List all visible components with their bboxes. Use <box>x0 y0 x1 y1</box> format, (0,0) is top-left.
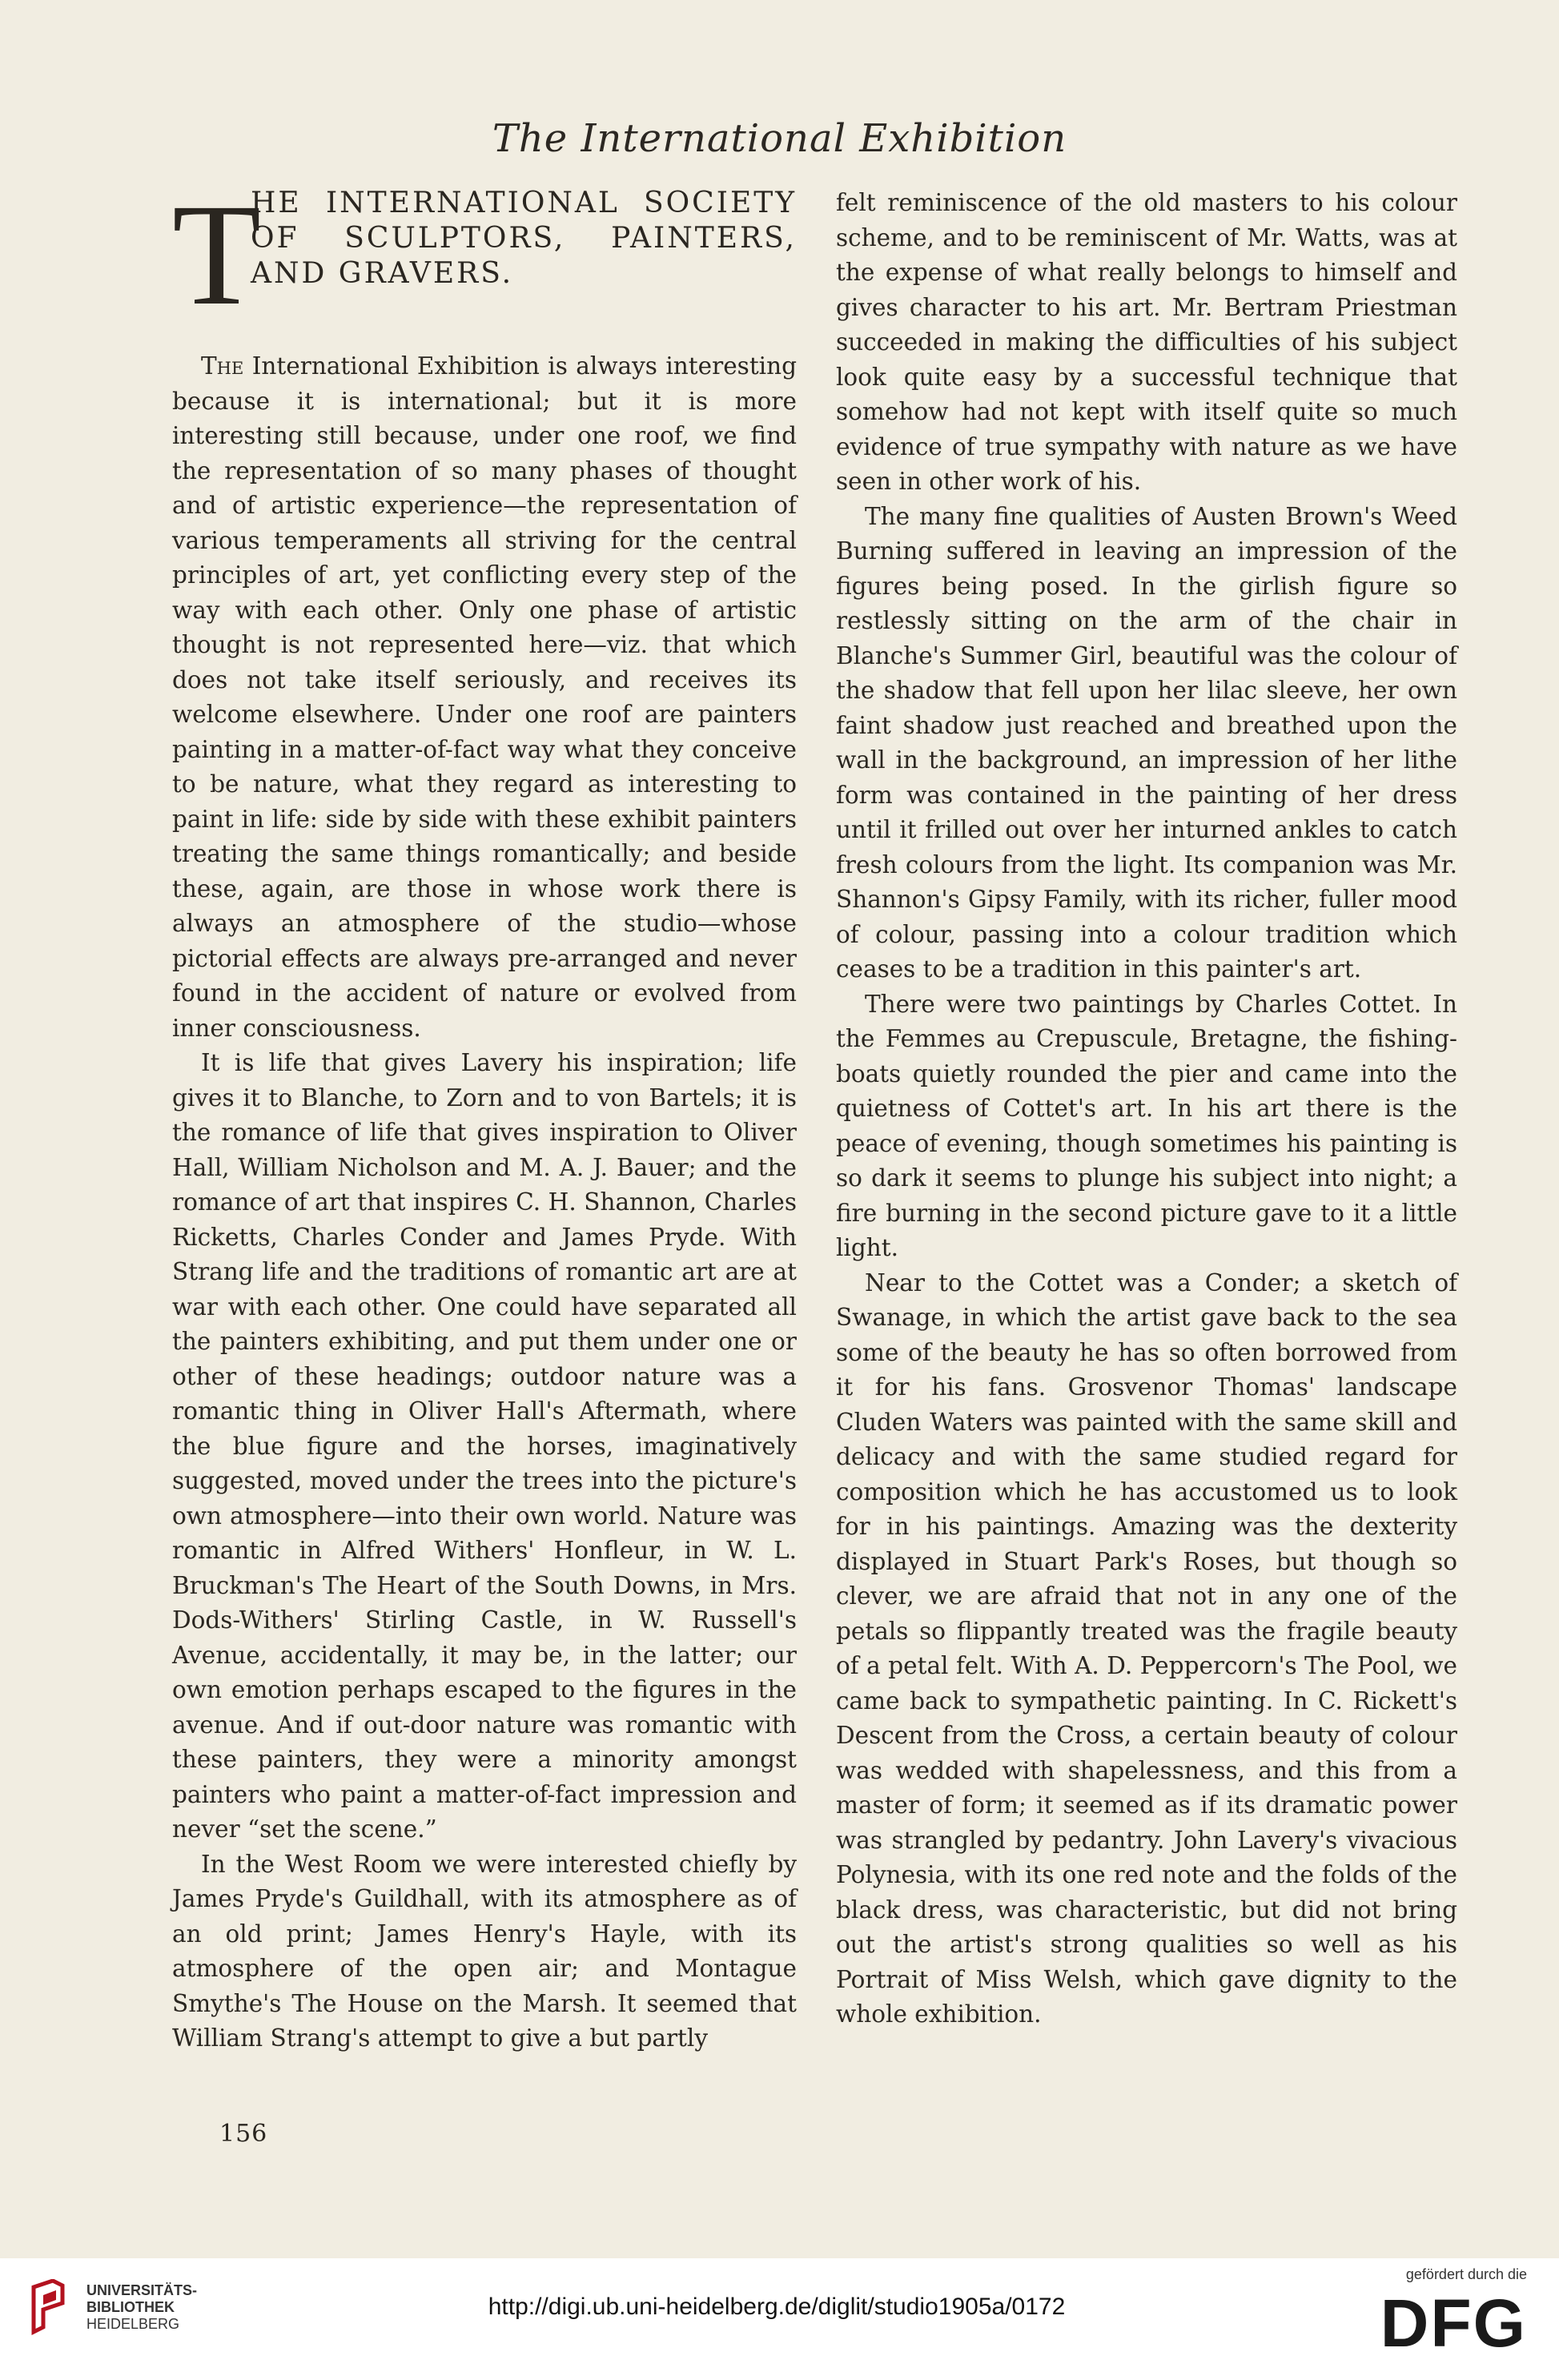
library-name-line: BIBLIOTHEK <box>86 2299 175 2315</box>
library-name-line: HEIDELBERG <box>86 2316 180 2332</box>
library-name <box>86 2282 197 2333</box>
drop-cap: T <box>172 175 262 336</box>
heading-line-2: OF SCULPTORS, PAINTERS, <box>251 222 797 255</box>
page-number: 156 <box>219 2120 268 2148</box>
paragraph-text: International Exhibition is always interesting because it is international; but it is more interesting still because, under one roof, we find the representation of so many phases of thought and of artistic experience—the representation of various temperaments all striving for the central principles of art, yet conflicting every step of the way with each other. Only one phase of artistic thought is not represented here—viz. that which does not take itself seriously, and receives its welcome elsewhere. Under one roof are painters painting in a matter-of-fact way what they conceive to be nature, what they regard as interesting to paint in life: side by side with these exhibit painters treating the same things romantically; and beside these, again, are those in whose work there is always an atmosphere of the studio—whose pictorial effects are always pre-arranged and never found in the accident of nature or evolved from inner consciousness. <box>172 352 797 1042</box>
paragraph <box>172 349 797 1046</box>
heading-line-1: HE INTERNATIONAL SOCIETY <box>251 187 797 219</box>
paragraph: It is life that gives Lavery his inspiration; life gives it to Blanche, to Zorn and to von Bartels; it is the romance of life that gives inspiration to Oliver Hall, William Nicholson and M. A. J. Bauer; and the romance of art that inspires C. H. Shannon, Charles Ricketts, Charles Conder and James Pryde. With Strang life and the traditions of romantic art are at war with each other. One could have separated all the painters exhibiting, and put them under one or other of these headings; outdoor nature was a romantic thing in Oliver Hall's Aftermath, where the blue figure and the horses, imaginatively suggested, moved under the trees into the picture's own atmosphere—into their own world. Nature was romantic in Alfred Withers' Honfleur, in W. L. Bruckman's The Heart of the South Downs, in Mrs. Dods-Withers' Stirling Castle, in W. Russell's Avenue, accidentally, it may be, in the latter; our own emotion perhaps escaped to the figures in the avenue. And if out-door nature was romantic with these painters, they were a minority amongst painters who paint a matter-of-fact impression and never “set the scene.” <box>172 1049 797 1843</box>
source-url[interactable]: http://digi.ub.uni-heidelberg.de/diglit/studio1905a/0172 <box>488 2294 1066 2320</box>
heading-line-3: AND GRAVERS. <box>251 257 514 290</box>
paragraph: Near to the Cottet was a Conder; a sketch of Swanage, in which the artist gave back to the sea some of the beauty he has so often borrowed from it for his fans. Grosvenor Thomas' landscape Cluden Waters was painted with the same skill and delicacy and with the same studied regard for composition which he has accustomed us to look for in his paintings. Amazing was the dexterity displayed in Stuart Park's Roses, but though so clever, we are afraid that not in any one of the petals so flippantly treated was the fragile beauty of a petal felt. With A. D. Peppercorn's The Pool, we came back to sympathetic painting. In C. Rickett's Descent from the Cross, a certain beauty of colour was wedded with shapelessness, and this from a master of form; it seemed as if its dramatic power was strangled by pedantry. John Lavery's vivacious Polynesia, with its one red note and the folds of the black dress, was characteristic, but did not bring out the artist's strong qualities so well as his Portrait of Miss Welsh, which gave dignity to the whole exhibition. <box>836 1268 1457 2028</box>
paragraph: The many fine qualities of Austen Brown's Weed Burning suffered in leaving an impression of the figures being posed. In the girlish figure so restlessly sitting on the arm of the chair in Blanche's Summer Girl, beautiful was the colour of the shadow that fell upon her lilac sleeve, her own faint shadow just reached and breathed upon the wall in the background, an impression of her lithe form was contained in the painting of her dress until it frilled out over her inturned ankles to catch fresh colours from the light. Its companion was Mr. Shannon's Gipsy Family, with its richer, fuller mood of colour, passing into a colour tradition which ceases to be a tradition in this painter's art. <box>836 502 1457 983</box>
paragraph-lead: The <box>201 352 244 380</box>
paragraph: felt reminiscence of the old masters to his colour scheme, and to be reminiscent of Mr. Watts, was at the expense of what really belongs to himself and gives character to his art. Mr. Bertram Priestman succeeded in making the difficulties of his subject look quite easy by a successful technique that somehow had not kept with itself quite so much evidence of true sympathy with nature as we have seen in other work of his. <box>836 189 1457 495</box>
digitization-footer <box>0 2258 1559 2380</box>
paragraph: There were two paintings by Charles Cottet. In the Femmes au Crepuscule, Bretagne, the fishing-boats quietly rounded the pier and came into the quietness of Cottet's art. In his art there is the peace of evening, though sometimes his painting is so dark it seems to plunge his subject into night; a fire burning in the second picture gave to it a little light. <box>836 990 1457 1261</box>
heading-lines <box>251 186 797 291</box>
left-column <box>172 175 797 2056</box>
article-heading <box>172 175 797 343</box>
library-logo-icon <box>29 2279 67 2337</box>
right-column <box>836 186 1457 2032</box>
funding-note: gefördert durch die <box>1405 2266 1527 2282</box>
running-head: The International Exhibition <box>492 116 1067 161</box>
dfg-logo: DFG <box>1380 2286 1527 2361</box>
paragraph: In the West Room we were interested chiefly by James Pryde's Guildhall, with its atmosphere as of an old print; James Henry's Hayle, with its atmosphere of the open air; and Montague Smythe's The House on the Marsh. It seemed that William Strang's attempt to give a but partly <box>172 1850 797 2052</box>
library-name-line: UNIVERSITÄTS- <box>86 2282 198 2298</box>
